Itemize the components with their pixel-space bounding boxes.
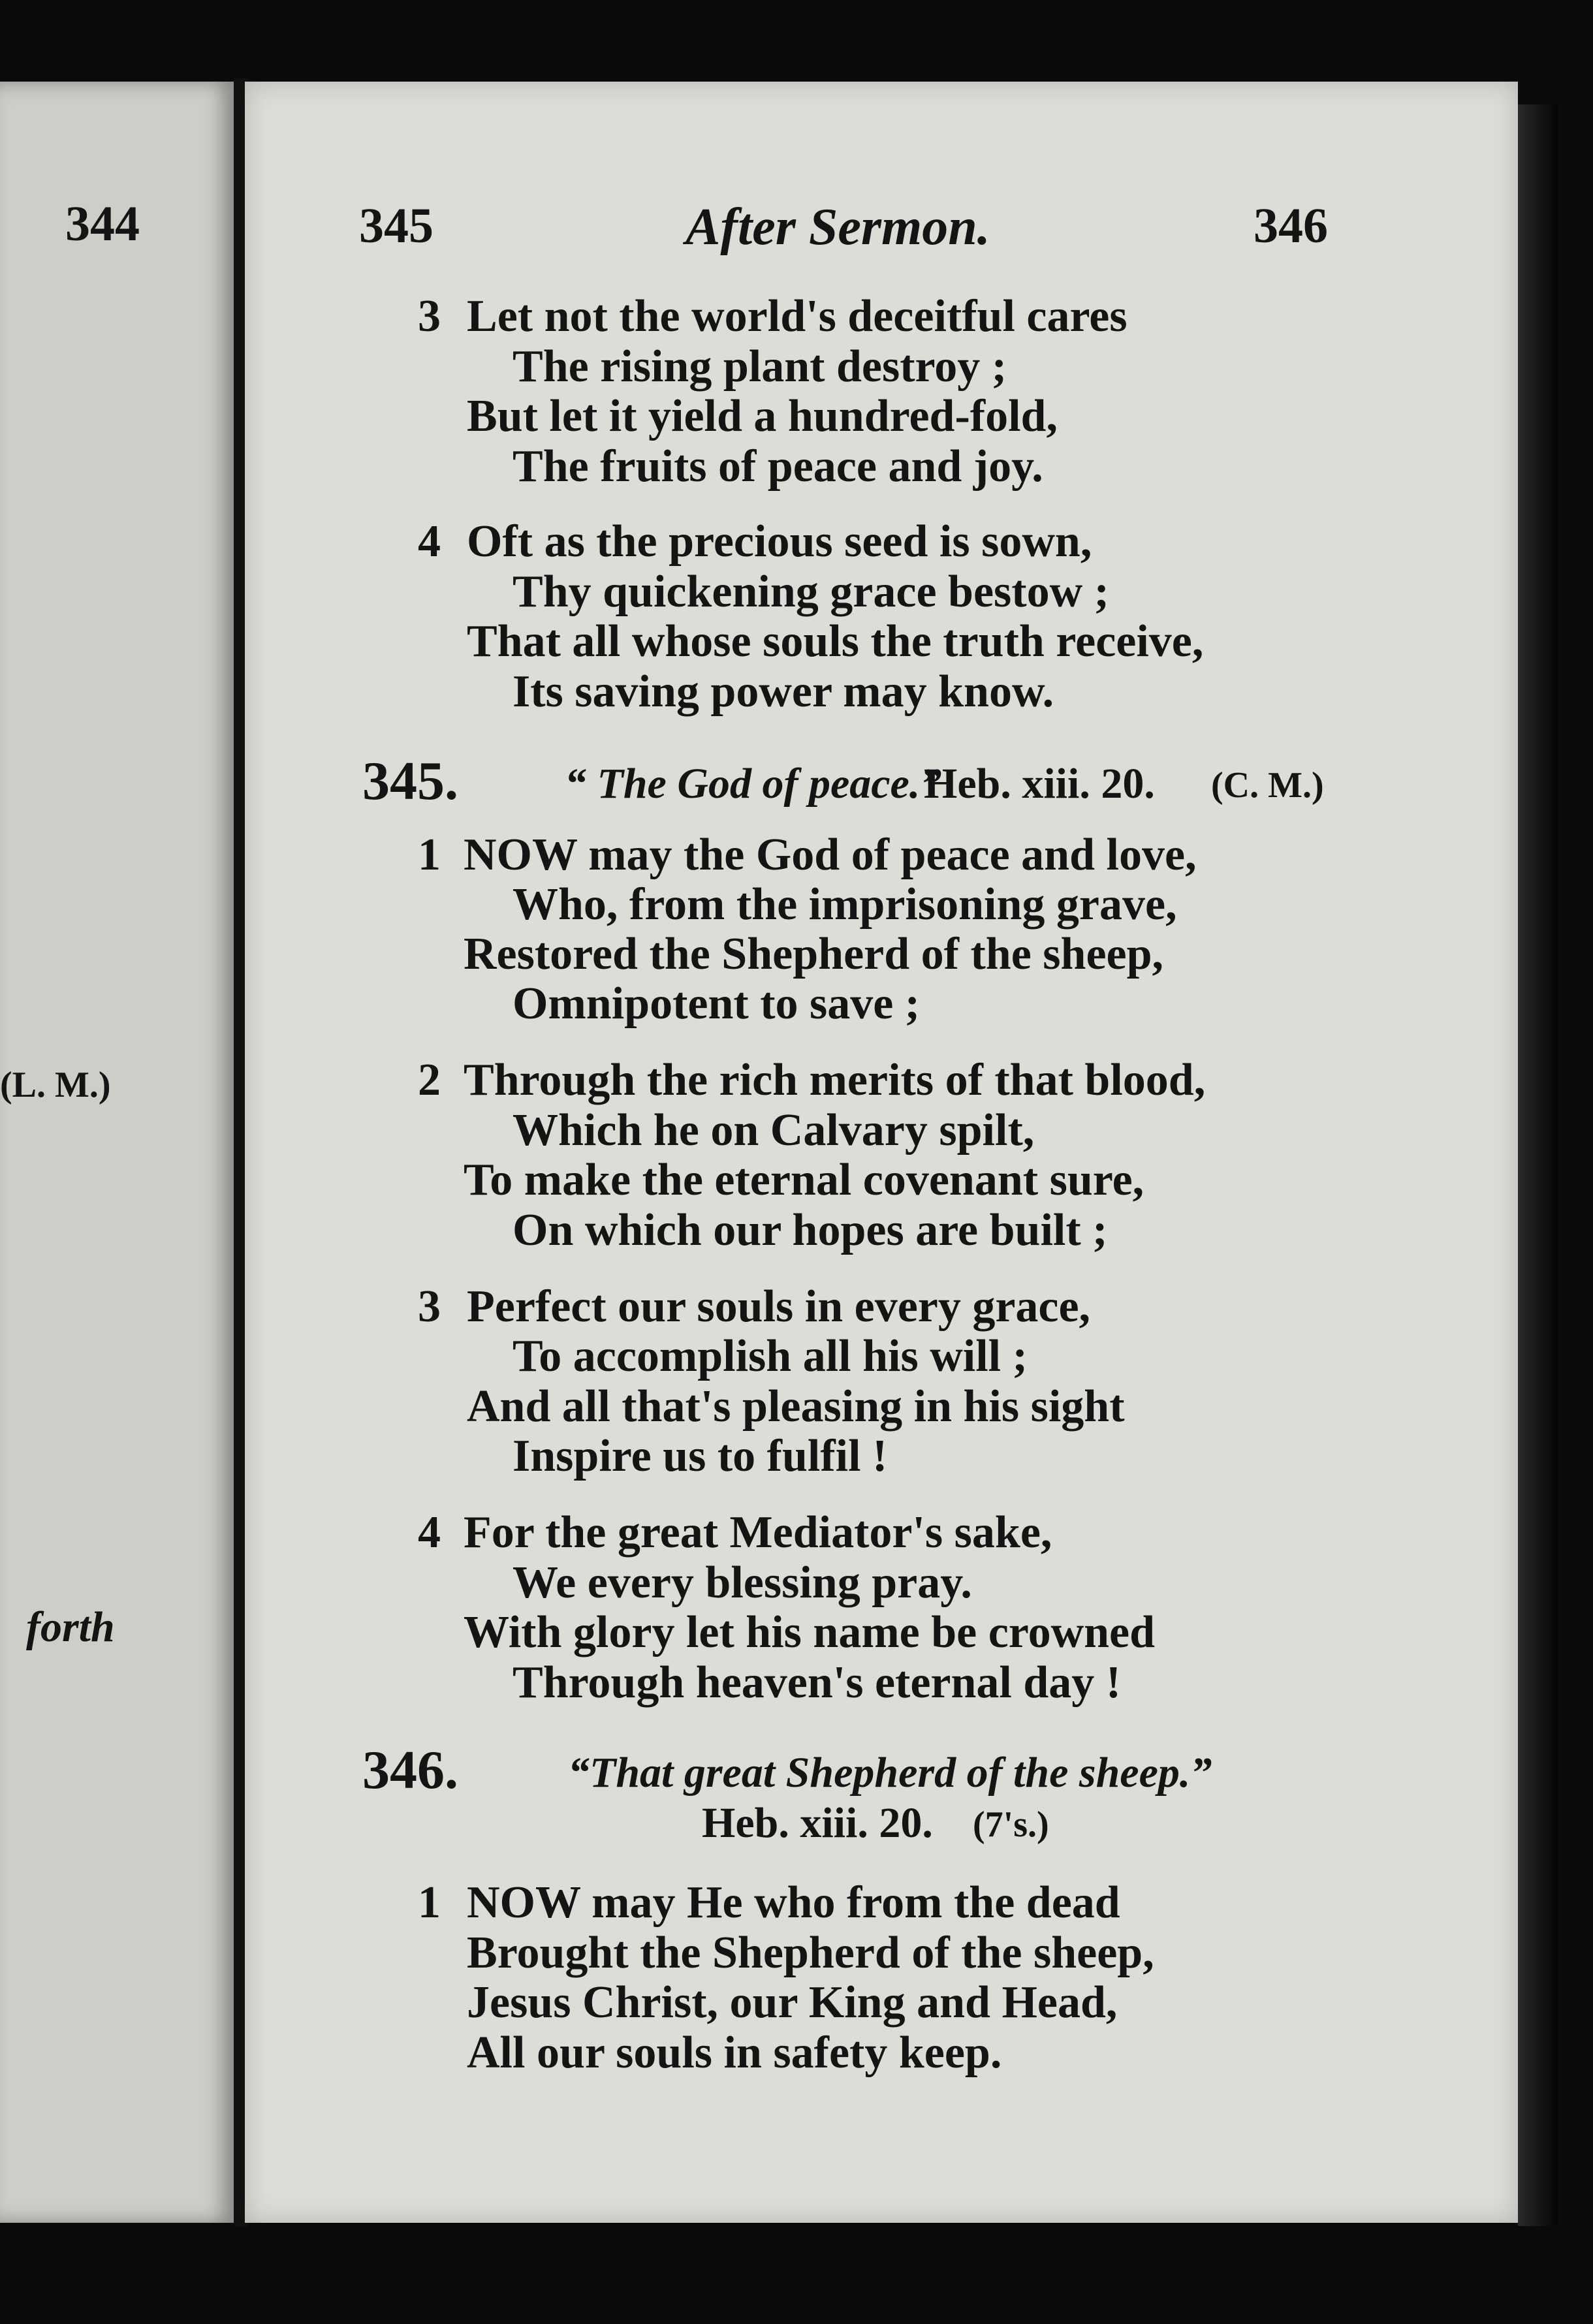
verse-line: NOW may the God of peace and love, — [464, 830, 1197, 880]
verse-line: Oft as the precious seed is sown, — [467, 516, 1092, 567]
hymn-title — [565, 762, 941, 806]
verse-line: That all whose souls the truth receive, — [467, 616, 1204, 667]
verse-line: Let not the world's deceitful cares — [467, 291, 1128, 341]
verse-line: And all that's pleasing in his sight — [467, 1381, 1125, 1432]
verse-line: Who, from the imprisoning grave, — [513, 879, 1177, 930]
hymn-number: 345. — [362, 751, 458, 811]
verse-line: Thy quickening grace bestow ; — [513, 567, 1109, 617]
verse-line: All our souls in safety keep. — [467, 2028, 1002, 2078]
hymn-title — [568, 1751, 1212, 1795]
verse-number: 4 — [418, 516, 441, 567]
verse-line: The rising plant destroy ; — [513, 341, 1007, 392]
verse-line: We every blessing pray. — [513, 1558, 972, 1608]
running-head — [245, 198, 1518, 263]
running-head-title: After Sermon. — [686, 198, 990, 256]
verse-line: Restored the Shepherd of the sheep, — [464, 929, 1164, 979]
left-page-meter-fragment: (L. M.) — [0, 1065, 111, 1105]
hymn-reference: Heb. xiii. 20. — [924, 760, 1155, 808]
verse-line: Omnipotent to save ; — [513, 979, 921, 1029]
verse-number: 2 — [418, 1055, 441, 1105]
verse-number: 4 — [418, 1507, 441, 1558]
hymn-title-text: “That great Shepherd of the sheep.” — [568, 1749, 1212, 1797]
verse-line: To make the eternal covenant sure, — [464, 1155, 1144, 1205]
verse-number: 1 — [418, 830, 441, 880]
verse-line: Which he on Calvary spilt, — [513, 1105, 1035, 1155]
hymn-meter: (C. M.) — [1211, 765, 1324, 806]
verse-line: On which our hopes are built ; — [513, 1205, 1108, 1255]
verse-line: Through the rich merits of that blood, — [464, 1055, 1206, 1105]
hymn-meter: (7's.) — [973, 1804, 1049, 1845]
hymn-number: 346. — [362, 1740, 458, 1800]
verse-line: Perfect our souls in every grace, — [467, 1281, 1091, 1332]
verse-line: With glory let his name be crowned — [464, 1607, 1156, 1657]
hymn-title-text: “ The God of peace.” — [565, 760, 942, 808]
verse-line: Brought the Shepherd of the sheep, — [467, 1928, 1154, 1978]
verse-line: But let it yield a hundred-fold, — [467, 391, 1058, 441]
running-head-left-number: 345 — [359, 198, 434, 253]
verse-line: Inspire us to fulfil ! — [513, 1431, 888, 1481]
left-page-word-fragment: forth — [26, 1603, 115, 1651]
page-right-edge-shadow — [1518, 104, 1557, 2226]
verse-number: 3 — [418, 291, 441, 341]
verse-line: Jesus Christ, our King and Head, — [467, 1977, 1118, 2028]
verse-line: For the great Mediator's sake, — [464, 1507, 1052, 1558]
verse-number: 1 — [418, 1877, 441, 1928]
verse-line: To accomplish all his will ; — [513, 1331, 1028, 1381]
verse-number: 3 — [418, 1281, 441, 1332]
verse-line: Through heaven's eternal day ! — [513, 1657, 1122, 1708]
verse-line: The fruits of peace and joy. — [513, 441, 1043, 492]
left-page — [0, 82, 235, 2223]
main-page — [245, 82, 1518, 2223]
verse-line: NOW may He who from the dead — [467, 1877, 1120, 1928]
hymn-reference: Heb. xiii. 20. — [702, 1799, 933, 1847]
left-page-number: 344 — [65, 196, 140, 251]
running-head-right-number: 346 — [1254, 198, 1328, 253]
verse-line: Its saving power may know. — [513, 667, 1054, 717]
